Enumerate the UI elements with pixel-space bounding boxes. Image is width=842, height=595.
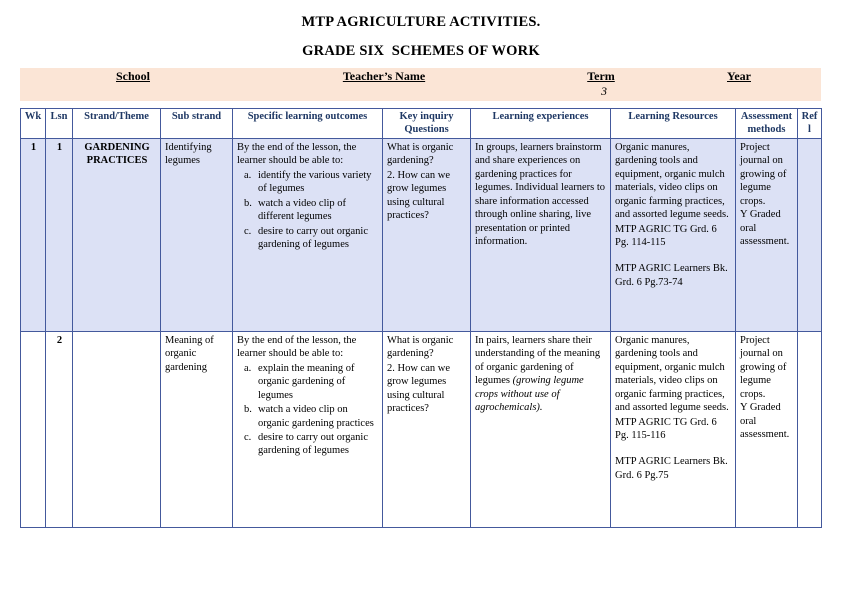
outcome-text: watch a video clip of different legumes bbox=[258, 197, 347, 223]
header-strand-theme: Strand/Theme bbox=[73, 109, 161, 139]
info-band bbox=[20, 68, 821, 101]
cell-lsn: 1 bbox=[46, 138, 73, 331]
outcome-marker: a. bbox=[244, 169, 252, 181]
outcome-text: desire to carry out organic gardening of legumes bbox=[258, 431, 369, 457]
outcome-item bbox=[237, 403, 379, 430]
outcome-item bbox=[237, 197, 379, 224]
key-inquiry-question: What is organic gardening? bbox=[387, 334, 454, 360]
resources-paragraph: Organic manures, gardening tools and equipment, organic mulch materials, video clips on organic farming practices, and assorted legume seeds. bbox=[615, 334, 729, 414]
cell-learning-resources bbox=[611, 138, 736, 331]
outcome-marker: b. bbox=[244, 404, 252, 416]
header-learning-resources: Learning Resources bbox=[611, 109, 736, 139]
cell-outcomes bbox=[233, 331, 383, 527]
experiences-text: In groups, learners brainstorm and share experiences on gardening practices for legumes. Individual learners to share information accessed through online sharing, live presentation or printed information. bbox=[475, 141, 606, 247]
cell-outcomes bbox=[233, 138, 383, 331]
outcome-item bbox=[237, 362, 379, 402]
header-wk: Wk bbox=[21, 109, 46, 139]
cell-lsn: 2 bbox=[46, 331, 73, 527]
cell-key-inquiry bbox=[383, 138, 471, 331]
outcome-text: explain the meaning of organic gardening of legumes bbox=[258, 362, 355, 401]
cell-assessment bbox=[736, 138, 798, 331]
outcomes-intro: By the end of the lesson, the learner should be able to: bbox=[237, 141, 357, 167]
cell-learning-experiences bbox=[471, 331, 611, 527]
outcome-text: desire to carry out organic gardening of legumes bbox=[258, 225, 369, 250]
experiences-text: In pairs, learners share their understanding of the meaning of organic gardening of legumes bbox=[475, 334, 601, 387]
document-subtitle: GRADE SIX SCHEMES OF WORK bbox=[302, 43, 540, 59]
teacher-name-label: Teacher’s Name bbox=[342, 69, 426, 83]
outcome-text: watch a video clip on organic gardening practices bbox=[258, 404, 374, 429]
cell-strand-theme: GARDENING PRACTICES bbox=[73, 138, 161, 331]
outcome-item bbox=[237, 169, 379, 196]
term-label: Term bbox=[587, 69, 615, 83]
outcome-item bbox=[237, 225, 379, 252]
cell-sub-strand: Identifying legumes bbox=[161, 138, 233, 331]
assessment-item: Υ Graded oral assessment. bbox=[740, 402, 790, 440]
header-sub-strand: Sub strand bbox=[161, 109, 233, 139]
key-inquiry-question: 2. How can we grow legumes using cultural practices? bbox=[387, 169, 450, 222]
outcome-item bbox=[237, 431, 379, 458]
term-value: 3 bbox=[601, 84, 607, 98]
header-ref: Ref l bbox=[798, 109, 822, 139]
cell-learning-resources bbox=[611, 331, 736, 527]
assessment-item: Project journal on growing of legume crops. bbox=[740, 141, 787, 207]
cell-ref bbox=[798, 331, 822, 527]
table-row-lesson-1 bbox=[21, 138, 822, 331]
school-label: School bbox=[115, 69, 150, 83]
resources-tg-reference: MTP AGRIC TG Grd. 6 Pg. 114-115 bbox=[615, 223, 717, 248]
outcome-marker: b. bbox=[244, 197, 252, 209]
cell-learning-experiences bbox=[471, 138, 611, 331]
key-inquiry-question: 2. How can we grow legumes using cultural practices? bbox=[387, 362, 450, 415]
header-key-inquiry-questions: Key inquiry Questions bbox=[383, 109, 471, 139]
resources-tg-reference: MTP AGRIC TG Grd. 6 Pg. 115-116 bbox=[615, 416, 717, 441]
resources-learners-reference: MTP AGRIC Learners Bk. Grd. 6 Pg.75 bbox=[615, 456, 728, 481]
table-row-lesson-2 bbox=[21, 331, 822, 527]
outcomes-intro: By the end of the lesson, the learner should be able to: bbox=[237, 334, 357, 360]
header-specific-learning-outcomes: Specific learning outcomes bbox=[233, 109, 383, 139]
cell-key-inquiry bbox=[383, 331, 471, 527]
outcome-marker: c. bbox=[244, 225, 252, 237]
cell-sub-strand: Meaning of organic gardening bbox=[161, 331, 233, 527]
cell-ref bbox=[798, 138, 822, 331]
header-lsn: Lsn bbox=[46, 109, 73, 139]
schemes-of-work-table bbox=[20, 108, 822, 528]
resources-learners-reference: MTP AGRIC Learners Bk. Grd. 6 Pg.73-74 bbox=[615, 263, 728, 288]
cell-wk: 1 bbox=[21, 138, 46, 331]
cell-strand-theme bbox=[73, 331, 161, 527]
key-inquiry-question: What is organic gardening? bbox=[387, 141, 454, 167]
header-assessment-methods: Assessment methods bbox=[736, 109, 798, 139]
year-label: Year bbox=[727, 69, 751, 83]
header-row bbox=[21, 109, 822, 139]
assessment-item: Υ Graded oral assessment. bbox=[740, 209, 790, 247]
document-title: MTP AGRICULTURE ACTIVITIES. bbox=[301, 14, 541, 30]
assessment-item: Project journal on growing of legume crops. bbox=[740, 334, 787, 400]
outcome-marker: c. bbox=[244, 431, 252, 443]
header-learning-experiences: Learning experiences bbox=[471, 109, 611, 139]
cell-wk bbox=[21, 331, 46, 527]
resources-paragraph: Organic manures, gardening tools and equipment, organic mulch materials, video clips on organic farming practices, and assorted legume seeds. bbox=[615, 141, 729, 221]
cell-assessment bbox=[736, 331, 798, 527]
experiences-italic-text: (growing legume crops without use of agrochemicals). bbox=[475, 375, 584, 414]
outcome-marker: a. bbox=[244, 362, 252, 374]
outcome-text: identify the various variety of legumes bbox=[258, 169, 372, 195]
